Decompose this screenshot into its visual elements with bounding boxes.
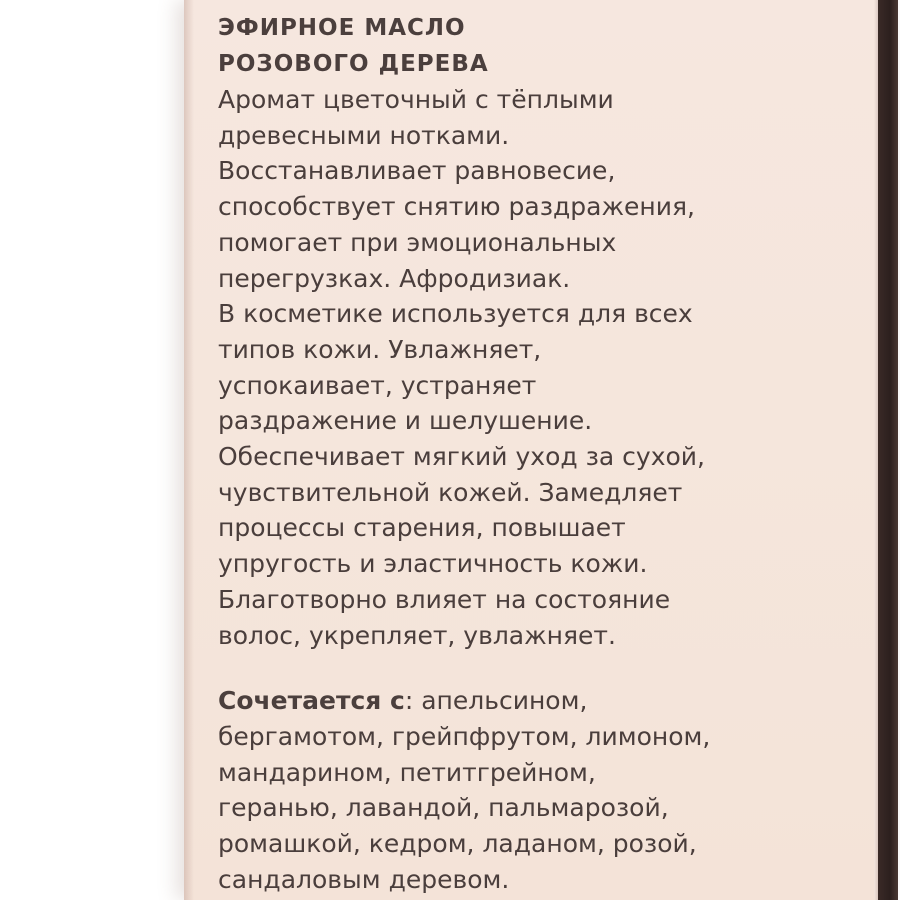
description-line: древесными нотками. xyxy=(218,120,510,150)
combination-line: сандаловым деревом. xyxy=(218,864,510,894)
paragraph-gap xyxy=(218,653,868,683)
product-title-line-2: РОЗОВОГО ДЕРЕВА xyxy=(218,51,489,77)
description-line: Благотворно влияет на состояние xyxy=(218,584,671,614)
description-line: способствует снятию раздражения, xyxy=(218,192,695,222)
description-line: Восстанавливает равновесие, xyxy=(218,156,616,186)
combination-line: мандарином, петитгрейном, xyxy=(218,757,596,787)
description-line: Обеспечивает мягкий уход за сухой, xyxy=(218,442,705,472)
description-line: помогает при эмоциональных xyxy=(218,227,617,257)
description-line: типов кожи. Увлажняет, xyxy=(218,334,542,364)
description-line: успокаивает, устраняет xyxy=(218,370,537,400)
combination-label: Сочетается с xyxy=(218,686,405,716)
combination-line: геранью, лавандой, пальмарозой, xyxy=(218,793,669,823)
description-line: В косметике используется для всех xyxy=(218,299,693,329)
combination-first-line-rest: : апельсином, xyxy=(404,686,588,716)
combination-line: ромашкой, кедром, ладаном, розой, xyxy=(218,829,697,859)
description-line: перегрузках. Афродизиак. xyxy=(218,263,571,293)
description-line: Аромат цветочный с тёплыми xyxy=(218,85,614,114)
label-text-block xyxy=(218,10,868,897)
description-line: упругость и эластичность кожи. xyxy=(218,549,648,579)
description-line: волос, укрепляет, увлажняет. xyxy=(218,620,616,650)
product-title-line-1: ЭФИРНОЕ МАСЛО xyxy=(218,15,466,41)
panel-right-edge xyxy=(878,0,898,900)
description-line: процессы старения, повышает xyxy=(218,513,626,543)
description-line: чувствительной кожей. Замедляет xyxy=(218,477,683,507)
combination-first-line xyxy=(218,683,868,719)
description-line: раздражение и шелушение. xyxy=(218,406,593,436)
panel-left-shadow xyxy=(184,0,194,900)
combination-line: бергамотом, грейпфрутом, лимоном, xyxy=(218,721,711,751)
